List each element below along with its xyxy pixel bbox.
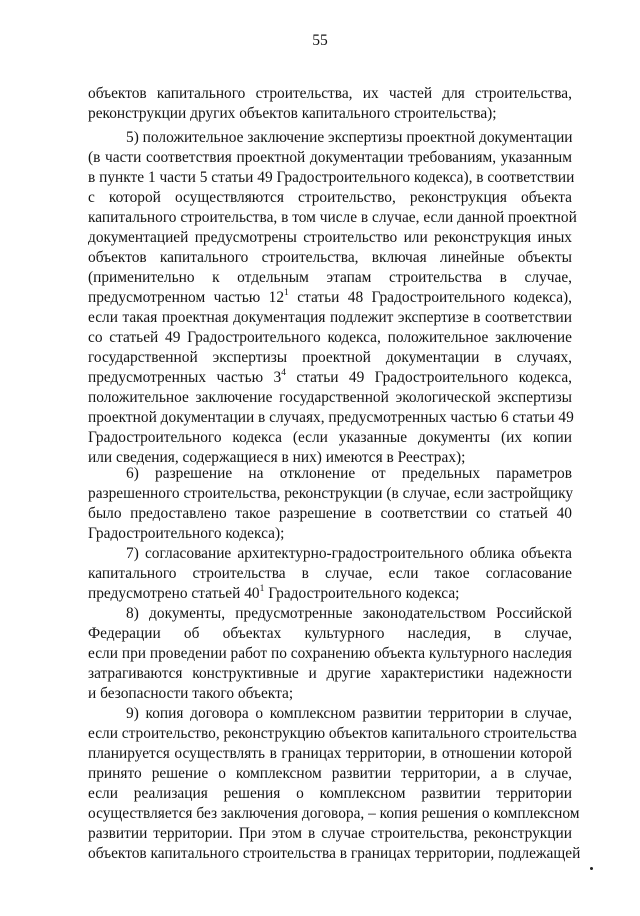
text-segment: статьи 49 Градостроительного кодекса, xyxy=(285,369,573,386)
text-segment: статьи 48 Градостроительного кодекса), xyxy=(288,289,573,306)
text-line: Федерации об объектах культурного наследия, в случае, xyxy=(88,625,572,642)
text-line: Градостроительного кодекса); xyxy=(88,525,285,542)
text-line: с которой осуществляются строительство, реконструкция объекта xyxy=(88,189,572,206)
text-segment: предусмотренном частью 12 xyxy=(88,289,285,306)
text-line: разрешенного строительства, реконструкции (в случае, если застройщику xyxy=(88,485,574,502)
text-line: объектов капитального строительства, включая линейные объекты xyxy=(88,249,572,266)
text-line xyxy=(88,288,572,308)
text-line: в пункте 1 части 5 статьи 49 Градостроительного кодекса), в соответствии xyxy=(88,169,575,186)
text-segment: предусмотрено статьей 40 xyxy=(88,585,260,602)
text-line: 8) документы, предусмотренные законодательством Российской xyxy=(126,605,572,622)
text-line: (применительно к отдельным этапам строительства в случае, xyxy=(88,269,572,286)
superscript: 1 xyxy=(259,583,265,594)
text-line: капитального строительства в случае, если такое согласование xyxy=(88,565,572,582)
text-line xyxy=(88,584,572,604)
text-line: 5) положительное заключение экспертизы проектной документации xyxy=(126,129,573,146)
text-line: если строительство, реконструкцию объектов капитального строительства xyxy=(88,725,577,742)
text-line: было предоставлено такое разрешение в соответствии со статьей 40 xyxy=(88,505,572,522)
text-line: развитии территории. При этом в случае строительства, реконструкции xyxy=(88,825,572,842)
text-line: капитального строительства, в том числе в случае, если данной проектной xyxy=(88,209,577,226)
text-line: планируется осуществлять в границах территории, в отношении которой xyxy=(88,745,572,762)
text-line: принято решение о комплексном развитии территории, а в случае, xyxy=(88,765,572,782)
text-segment: Градостроительного кодекса; xyxy=(264,585,460,602)
text-segment: предусмотренных частью 3 xyxy=(88,369,282,386)
text-line: объектов капитального строительства в границах территории, подлежащей xyxy=(88,845,581,862)
text-line: если при проведении работ по сохранению объекта культурного наследия xyxy=(88,645,572,662)
text-line: (в части соответствия проектной документации требованиям, указанным xyxy=(88,149,572,166)
text-line: если реализация решения о комплексном развитии территории xyxy=(88,785,572,802)
text-line: 7) согласование архитектурно-градостроительного облика объекта xyxy=(126,545,572,562)
text-line: реконструкции других объектов капитального строительства); xyxy=(88,105,497,122)
text-line: государственной экспертизы проектной документации в случаях, xyxy=(88,349,572,366)
text-line: осуществляется без заключения договора, – копия решения о комплексном xyxy=(88,805,580,822)
text-line: документацией предусмотрены строительство или реконструкция иных xyxy=(88,229,572,246)
text-line: если такая проектная документация подлежит экспертизе в соответствии xyxy=(88,309,572,326)
page-number: 55 xyxy=(312,32,328,49)
text-line: Градостроительного кодекса (если указанные документы (их копии xyxy=(88,429,572,446)
text-line: и безопасности такого объекта; xyxy=(88,685,294,702)
text-line: со статьей 49 Градостроительного кодекса, положительное заключение xyxy=(88,329,572,346)
text-line: положительное заключение государственной экологической экспертизы xyxy=(88,389,572,406)
text-line xyxy=(88,368,572,388)
text-line: или сведения, содержащиеся в них) имеются в Реестрах); xyxy=(88,449,466,466)
text-line: проектной документации в случаях, предусмотренных частью 6 статьи 49 xyxy=(88,409,574,426)
text-line: затрагиваются конструктивные и другие характеристики надежности xyxy=(88,665,572,682)
superscript: 4 xyxy=(281,367,286,378)
scan-speck xyxy=(590,867,593,870)
text-line: 9) копия договора о комплексном развитии территории в случае, xyxy=(126,705,572,722)
superscript: 1 xyxy=(284,287,289,298)
text-line: 6) разрешение на отклонение от предельных параметров xyxy=(126,465,572,482)
text-line: объектов капитального строительства, их частей для строительства, xyxy=(88,85,572,102)
